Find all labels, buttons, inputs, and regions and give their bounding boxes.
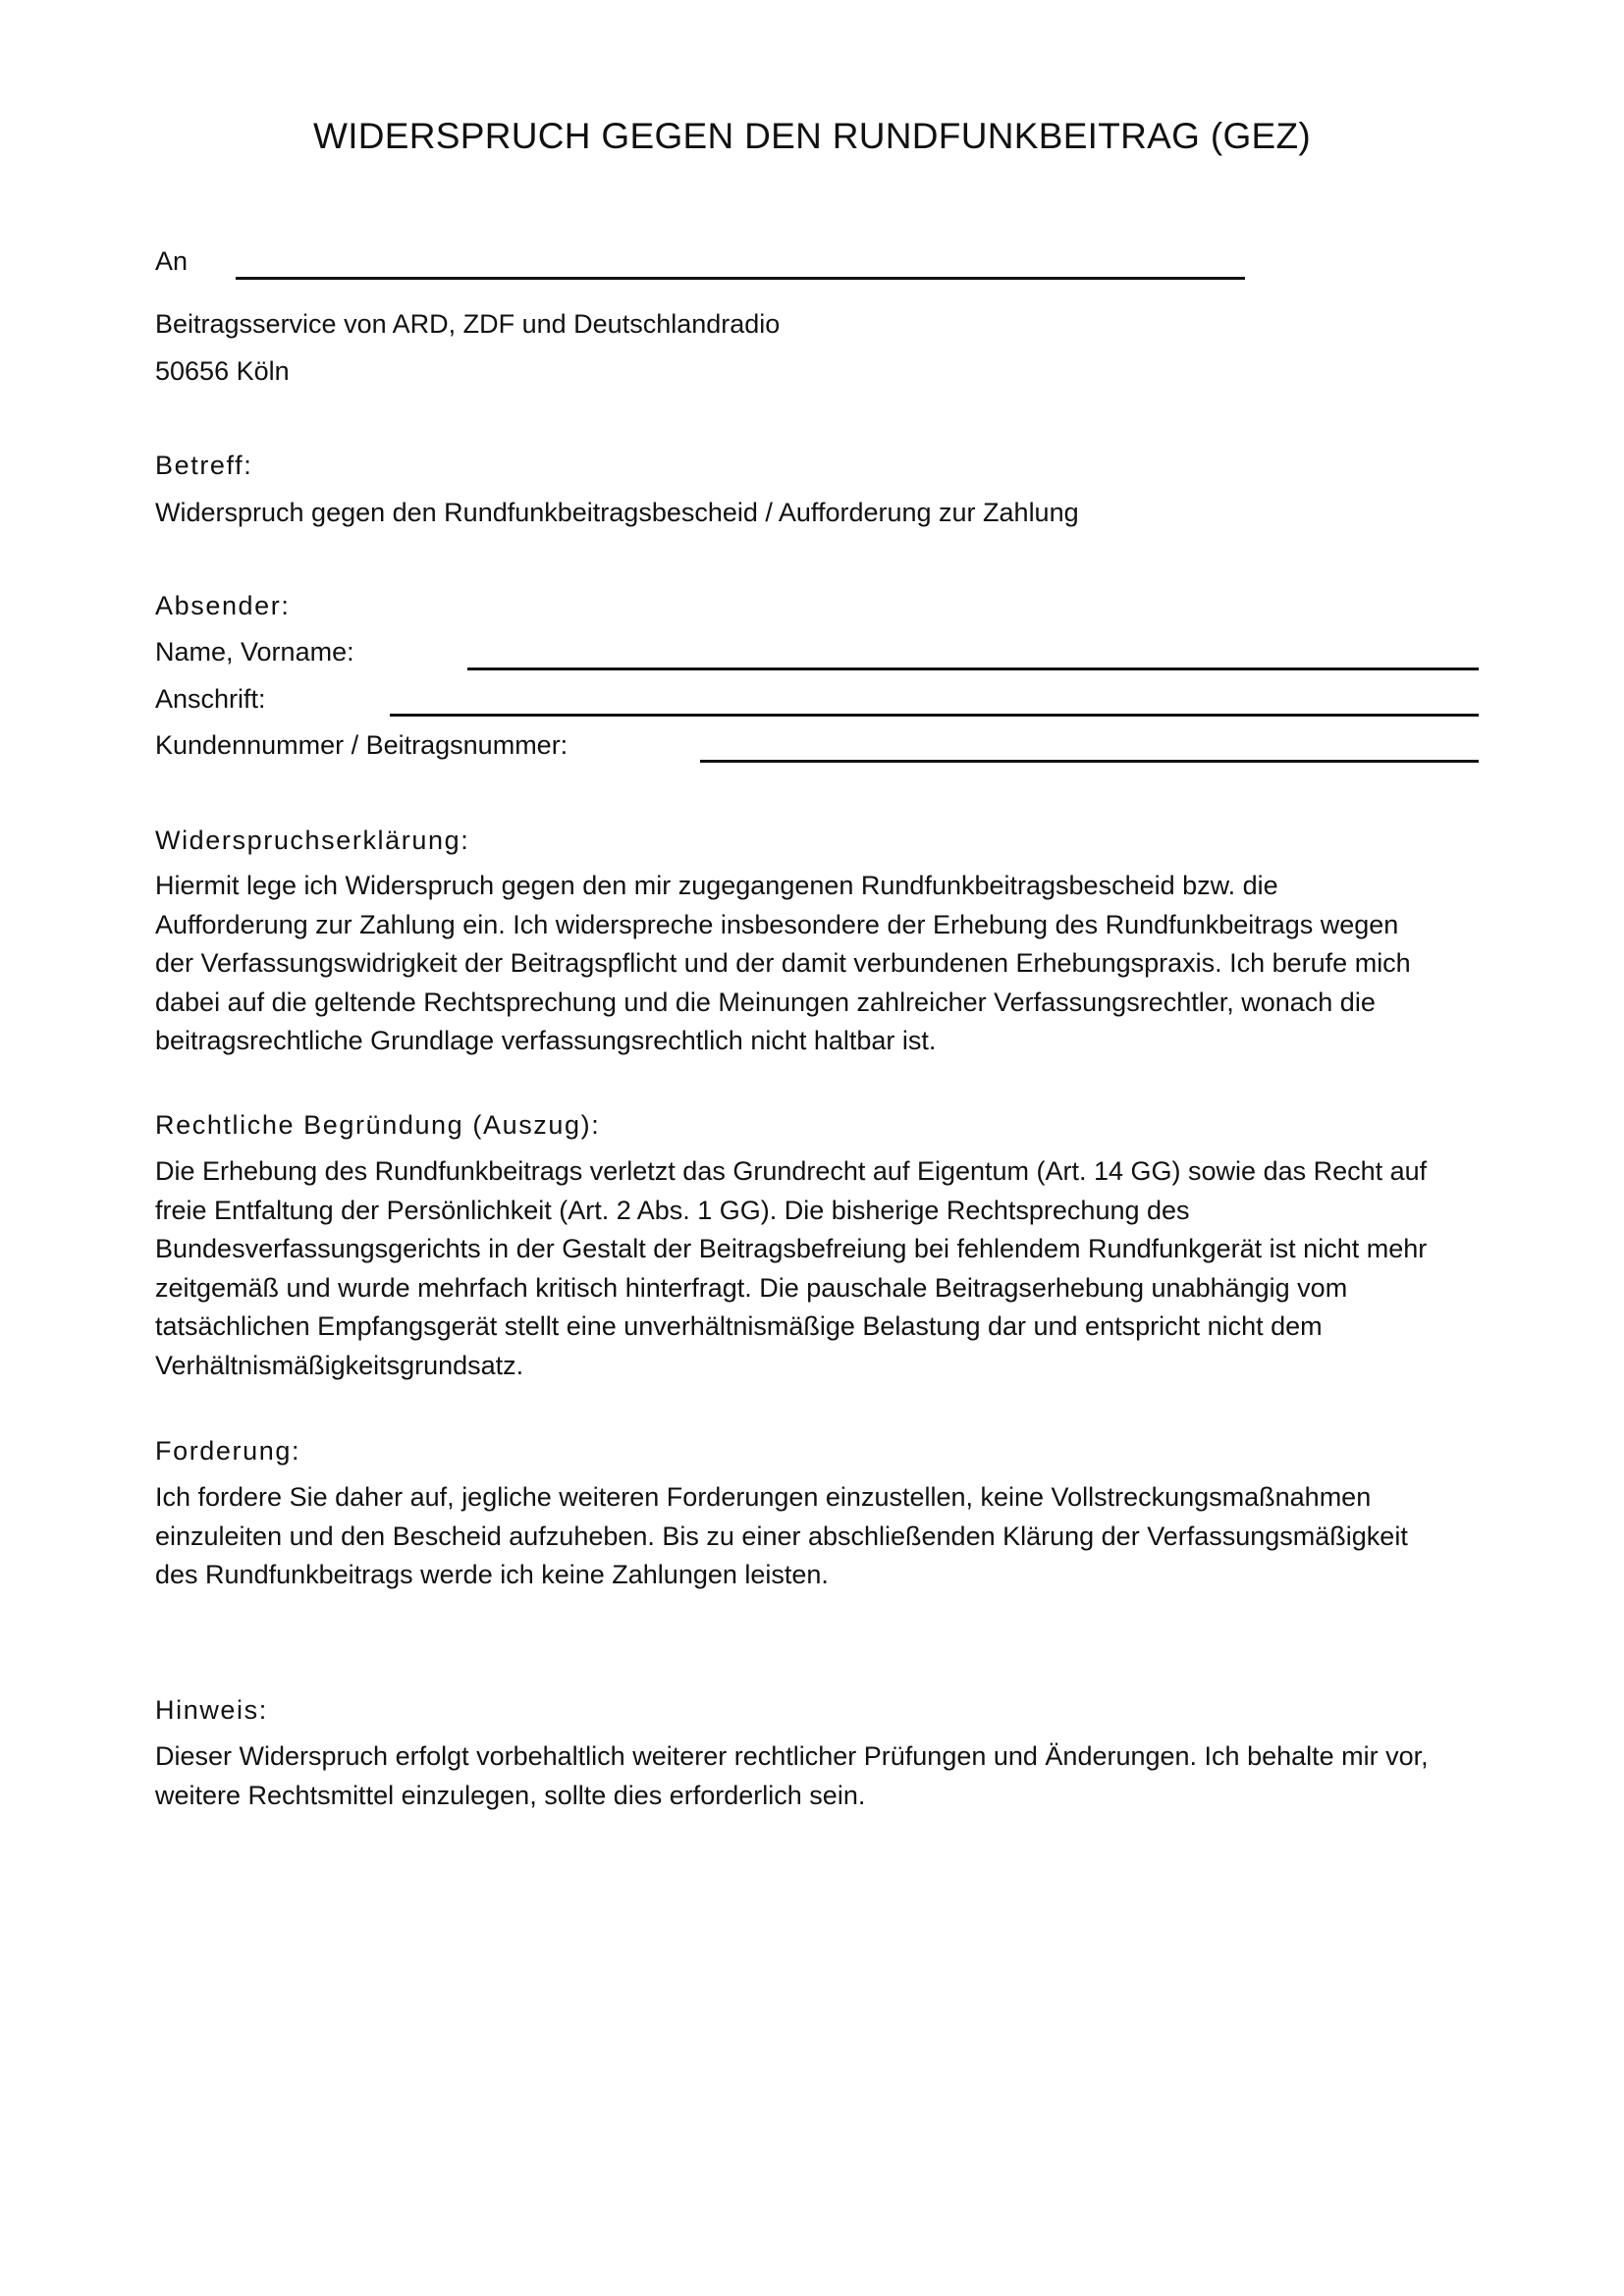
paragraph-line: zeitgemäß und wurde mehrfach kritisch hinterfragt. Die pauschale Beitragserhebung unabhängig vom [155, 1272, 1348, 1303]
sender-customer-number-label: Kundennummer / Beitragsnummer: [155, 730, 568, 760]
paragraph-line: der Verfassungswidrigkeit der Beitragspflicht und der damit verbundenen Erhebungspraxis. Ich berufe mich [155, 948, 1411, 978]
paragraph-line: weitere Rechtsmittel einzulegen, sollte dies erforderlich sein. [155, 1780, 866, 1810]
paragraph-line: beitragsrechtliche Grundlage verfassungsrechtlich nicht haltbar ist. [155, 1026, 937, 1055]
note-paragraph [155, 1737, 1490, 1815]
paragraph-line: tatsächlichen Empfangsgerät stellt eine unverhältnismäßige Belastung dar und entspricht nicht dem [155, 1311, 1323, 1341]
document-title: WIDERSPRUCH GEGEN DEN RUNDFUNKBEITRAG (GEZ) [312, 116, 1312, 156]
sender-name-label: Name, Vorname: [155, 637, 354, 667]
declaration-paragraph [155, 867, 1490, 1061]
paragraph-line: Verhältnismäßigkeitsgrundsatz. [155, 1350, 524, 1380]
sender-name-input-line[interactable] [467, 667, 1479, 670]
sender-customer-number-input-line[interactable] [700, 760, 1479, 763]
legal-reasoning-heading: Rechtliche Begründung (Auszug): [155, 1110, 601, 1140]
paragraph-line: Aufforderung zur Zahlung ein. Ich widerspreche insbesondere der Erhebung des Rundfunkbeitrags wegen [155, 909, 1399, 939]
paragraph-line: einzuleiten und den Bescheid aufzuheben. Bis zu einer abschließenden Klärung der Verfassungsmäßigkeit [155, 1521, 1408, 1551]
demand-heading: Forderung: [155, 1436, 301, 1466]
demand-paragraph [155, 1478, 1490, 1595]
recipient-line-2: 50656 Köln [155, 356, 290, 386]
paragraph-line: Die Erhebung des Rundfunkbeitrags verletzt das Grundrecht auf Eigentum (Art. 14 GG) sowie das Recht auf [155, 1156, 1428, 1186]
legal-reasoning-paragraph [155, 1152, 1490, 1385]
paragraph-line: Dieser Widerspruch erfolgt vorbehaltlich weiterer rechtlicher Prüfungen und Änderungen. Ich behalte mir vor, [155, 1741, 1429, 1771]
sender-address-input-line[interactable] [390, 714, 1479, 717]
sender-address-label: Anschrift: [155, 684, 266, 714]
declaration-heading: Widerspruchserklärung: [155, 826, 470, 855]
sender-heading: Absender: [155, 591, 291, 620]
note-heading: Hinweis: [155, 1695, 268, 1725]
subject-heading: Betreff: [155, 451, 253, 480]
paragraph-line: dabei auf die geltende Rechtsprechung und die Meinungen zahlreicher Verfassungsrechtler, wonach die [155, 987, 1376, 1017]
paragraph-line: freie Entfaltung der Persönlichkeit (Art. 2 Abs. 1 GG). Die bisherige Rechtsprechung des [155, 1195, 1190, 1225]
paragraph-line: Ich fordere Sie daher auf, jegliche weiteren Forderungen einzustellen, keine Vollstreckungsmaßnahmen [155, 1482, 1372, 1512]
paragraph-line: Bundesverfassungsgerichts in der Gestalt der Beitragsbefreiung bei fehlendem Rundfunkgerät ist nicht mehr [155, 1234, 1428, 1263]
paragraph-line: Hiermit lege ich Widerspruch gegen den mir zugegangenen Rundfunkbeitragsbescheid bzw. die [155, 871, 1278, 900]
recipient-label: An [155, 246, 189, 276]
paragraph-line: des Rundfunkbeitrags werde ich keine Zahlungen leisten. [155, 1560, 829, 1589]
recipient-line-1: Beitragsservice von ARD, ZDF und Deutschlandradio [155, 309, 781, 339]
subject-text: Widerspruch gegen den Rundfunkbeitragsbescheid / Aufforderung zur Zahlung [155, 498, 1079, 527]
recipient-input-line[interactable] [236, 277, 1245, 280]
